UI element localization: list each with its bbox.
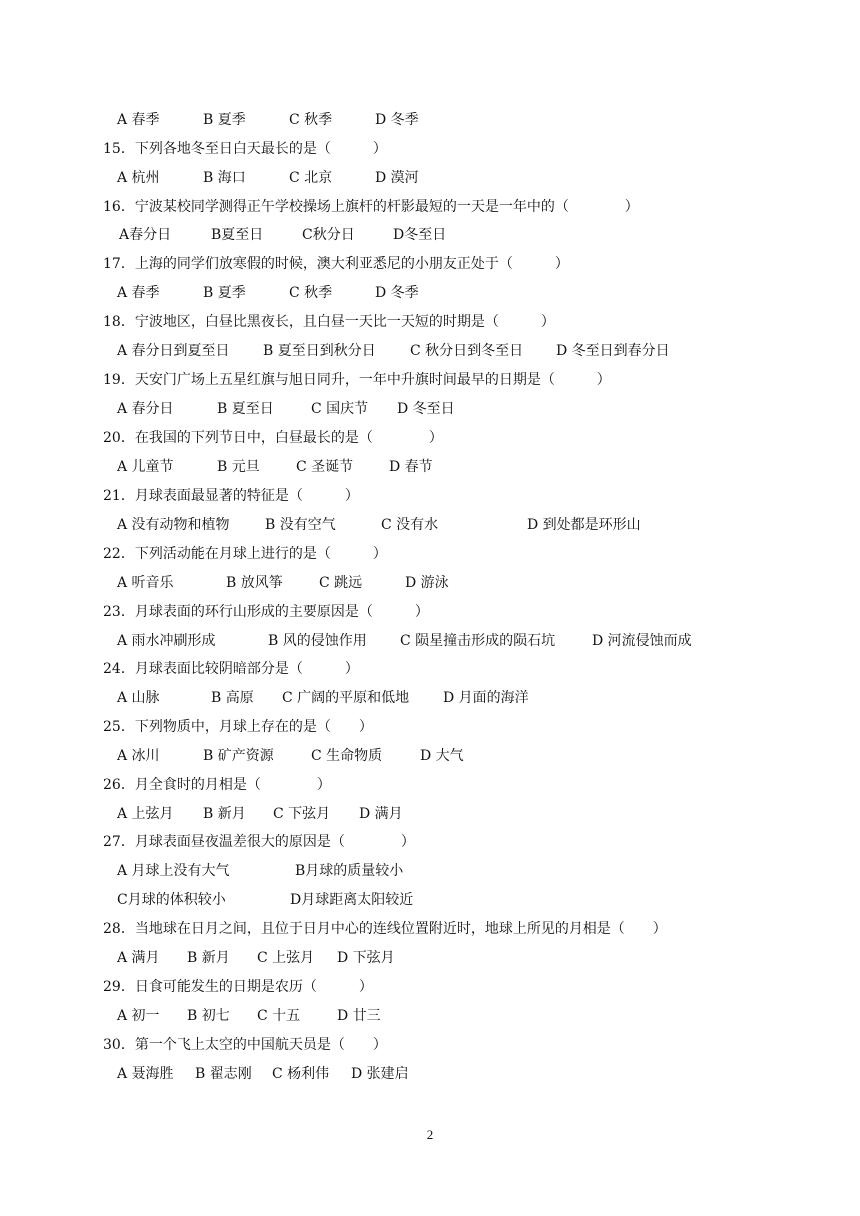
- answer-option: D 月面的海洋: [443, 690, 529, 706]
- answer-option: B 海口: [203, 170, 246, 186]
- answer-option: A 杭州: [117, 170, 160, 186]
- answer-option: C 生命物质: [311, 748, 383, 764]
- answer-option: D 冬至日到春分日: [556, 343, 670, 359]
- answer-option: A春分日: [119, 227, 172, 243]
- answer-option: D 下弦月: [337, 950, 395, 966]
- answer-option: A 雨水冲刷形成: [117, 633, 216, 649]
- answer-option: A 月球上没有大气: [117, 863, 230, 879]
- answer-option: D月球距离太阳较近: [290, 892, 414, 908]
- question-stem: 20．在我国的下列节日中，白昼最长的是（ ）: [103, 430, 443, 446]
- answer-option: B 新月: [187, 950, 230, 966]
- answer-option: B 元旦: [217, 459, 260, 475]
- answer-option: D 冬至日: [397, 401, 455, 417]
- answer-option: C月球的体积较小: [117, 892, 226, 908]
- question-stem: 22．下列活动能在月球上进行的是（ ）: [103, 546, 387, 562]
- question-stem: 19．天安门广场上五星红旗与旭日同升，一年中升旗时间最早的日期是（ ）: [103, 372, 611, 388]
- answer-option: B 翟志刚: [195, 1066, 252, 1082]
- answer-option: D 廿三: [337, 1008, 381, 1024]
- answer-option: C 跳远: [319, 575, 363, 591]
- answer-option: C 北京: [289, 170, 333, 186]
- answer-option: B 矿产资源: [203, 748, 274, 764]
- question-stem: 28．当地球在日月之间，且位于日月中心的连线位置附近时，地球上所见的月相是（ ）: [103, 921, 667, 937]
- answer-option: C 广阔的平原和低地: [282, 690, 410, 706]
- answer-option: A 春分日: [117, 401, 174, 417]
- answer-option: D 到处都是环形山: [527, 517, 641, 533]
- answer-option: B夏至日: [211, 227, 264, 243]
- answer-option: C 上弦月: [257, 950, 315, 966]
- question-stem: 17．上海的同学们放寒假的时候，澳大利亚悉尼的小朋友正处于（ ）: [103, 256, 569, 272]
- answer-option: C 没有水: [381, 517, 439, 533]
- answer-option: D 冬季: [375, 285, 419, 301]
- answer-option: D 冬季: [375, 112, 419, 128]
- answer-option: B 放风筝: [226, 575, 283, 591]
- answer-option: B 夏季: [203, 112, 246, 128]
- question-stem: 18．宁波地区，白昼比黑夜长，且白昼一天比一天短的时期是（ ）: [103, 314, 555, 330]
- page-number: 2: [426, 1127, 434, 1142]
- answer-option: D 游泳: [405, 575, 449, 591]
- answer-option: D 满月: [359, 806, 403, 822]
- answer-option: C 圣诞节: [296, 459, 354, 475]
- answer-option: A 初一: [117, 1008, 160, 1024]
- answer-option: A 聂海胜: [117, 1066, 174, 1082]
- answer-option: B月球的质量较小: [295, 863, 404, 879]
- question-stem: 26．月全食时的月相是（ ）: [103, 777, 331, 793]
- answer-option: B 夏季: [203, 285, 246, 301]
- answer-option: B 夏至日: [217, 401, 274, 417]
- question-stem: 23．月球表面的环行山形成的主要原因是（ ）: [103, 604, 429, 620]
- answer-option: A 山脉: [117, 690, 160, 706]
- answer-option: A 冰川: [117, 748, 160, 764]
- answer-option: C 秋季: [289, 285, 333, 301]
- answer-option: D 春节: [389, 459, 433, 475]
- question-stem: 29．日食可能发生的日期是农历（ ）: [103, 979, 373, 995]
- answer-option: B 高原: [211, 690, 254, 706]
- answer-option: C 下弦月: [273, 806, 331, 822]
- answer-option: A 春季: [117, 285, 160, 301]
- answer-option: C 杨利伟: [272, 1066, 330, 1082]
- answer-option: D 漠河: [375, 170, 419, 186]
- answer-option: A 满月: [117, 950, 160, 966]
- question-stem: 24．月球表面比较阴暗部分是（ ）: [103, 661, 359, 677]
- question-stem: 27．月球表面昼夜温差很大的原因是（ ）: [103, 834, 415, 850]
- answer-option: D 张建启: [351, 1066, 409, 1082]
- answer-option: B 风的侵蚀作用: [268, 633, 367, 649]
- question-stem: 16．宁波某校同学测得正午学校操场上旗杆的杆影最短的一天是一年中的（ ）: [103, 199, 639, 215]
- answer-option: C 陨星撞击形成的陨石坑: [400, 633, 556, 649]
- answer-option: B 夏至日到秋分日: [263, 343, 376, 359]
- answer-option: A 没有动物和植物: [117, 517, 230, 533]
- answer-option: A 春分日到夏至日: [117, 343, 230, 359]
- answer-option: D冬至日: [393, 227, 447, 243]
- question-stem: 15．下列各地冬至日白天最长的是（ ）: [103, 141, 387, 157]
- answer-option: C 国庆节: [311, 401, 369, 417]
- answer-option: D 河流侵蚀而成: [592, 633, 692, 649]
- answer-option: A 儿童节: [117, 459, 174, 475]
- question-stem: 25．下列物质中，月球上存在的是（ ）: [103, 719, 373, 735]
- answer-option: A 上弦月: [117, 806, 174, 822]
- answer-option: B 新月: [203, 806, 246, 822]
- question-stem: 21．月球表面最显著的特征是（ ）: [103, 488, 359, 504]
- answer-option: B 没有空气: [265, 517, 336, 533]
- answer-option: C 秋分日到冬至日: [410, 343, 524, 359]
- answer-option: D 大气: [420, 748, 464, 764]
- answer-option: B 初七: [187, 1008, 230, 1024]
- answer-option: C 秋季: [289, 112, 333, 128]
- answer-option: A 听音乐: [117, 575, 174, 591]
- question-stem: 30．第一个飞上太空的中国航天员是（ ）: [103, 1037, 387, 1053]
- answer-option: C 十五: [257, 1008, 301, 1024]
- answer-option: A 春季: [117, 112, 160, 128]
- answer-option: C秋分日: [302, 227, 355, 243]
